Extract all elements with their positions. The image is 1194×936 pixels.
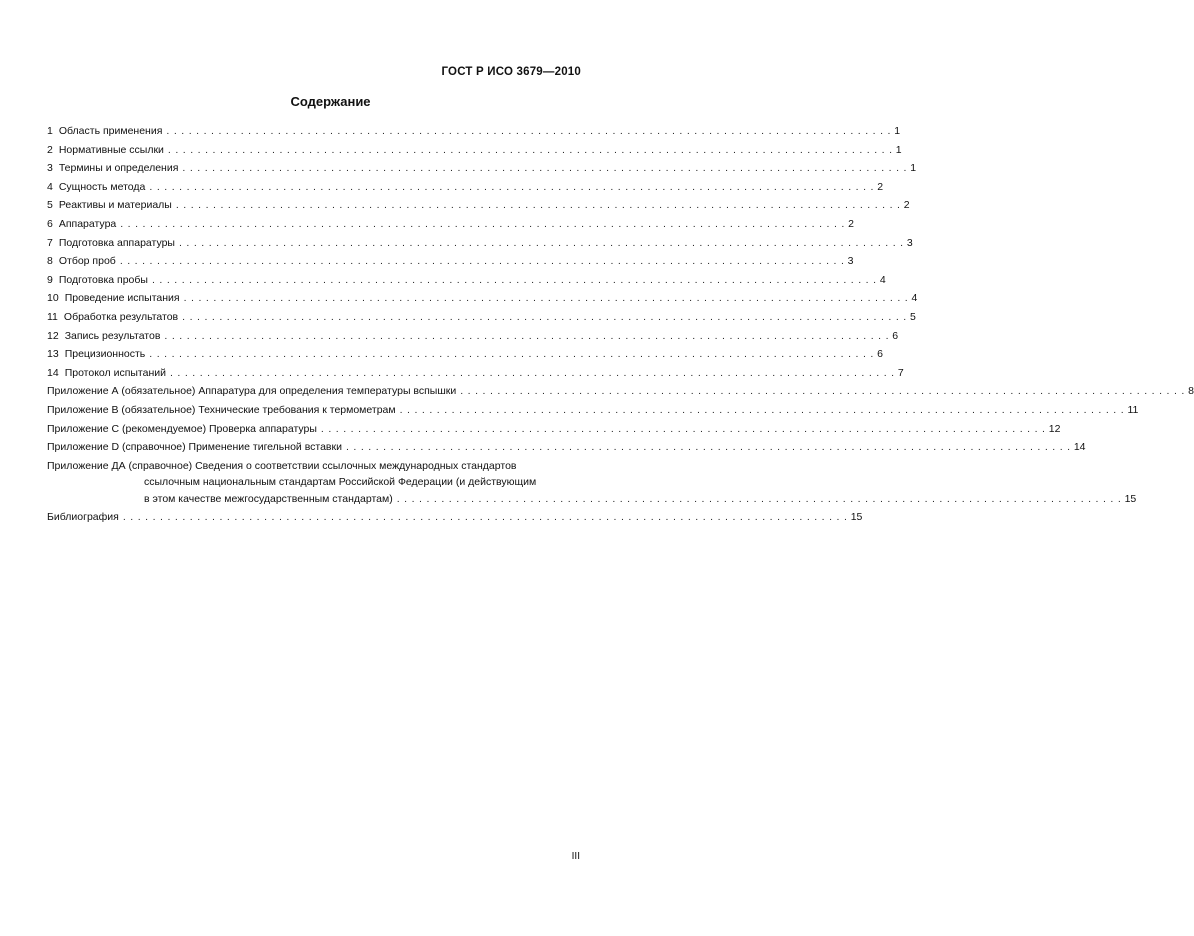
dot-leader — [182, 308, 907, 327]
dot-leader — [176, 196, 901, 215]
toc-item[interactable] — [47, 234, 913, 253]
toc-item[interactable] — [47, 141, 902, 160]
toc-item[interactable] — [47, 364, 904, 383]
toc-item-label: Проведение испытания — [64, 292, 180, 305]
toc-item-number: 3 — [47, 162, 53, 175]
dot-leader — [170, 364, 895, 383]
toc-item-label: Прецизионность — [64, 348, 146, 361]
toc-item-page: 2 — [903, 199, 910, 212]
toc-item[interactable] — [47, 345, 883, 364]
toc-item[interactable] — [47, 382, 1194, 401]
toc-item-page: 11 — [1127, 403, 1139, 416]
toc-item-label: Область применения — [58, 125, 163, 137]
toc-item-bibliography[interactable] — [47, 508, 863, 527]
toc-item[interactable] — [47, 196, 910, 215]
toc-item[interactable] — [47, 327, 899, 346]
toc-item-page: 4 — [911, 292, 918, 305]
toc-item-page: 2 — [877, 180, 884, 193]
toc-item-number: 8 — [47, 255, 53, 268]
toc-item-label: Приложение С (рекомендуемое) Проверка аппаратуры — [47, 422, 317, 435]
toc-item-label: Приложение ДА (справочное) Сведения о соответствии ссылочных международных стандартов — [47, 459, 517, 472]
toc-item-page: 3 — [906, 236, 913, 249]
toc-item-label: Подготовка пробы — [58, 273, 148, 286]
toc-item-label: в этом качестве межгосударственным стандартам) — [144, 492, 393, 505]
toc-item[interactable] — [47, 178, 884, 197]
dot-leader — [152, 271, 877, 290]
toc-item-number: 13 — [47, 348, 59, 361]
dot-leader — [179, 234, 904, 253]
toc-item-number: 11 — [47, 310, 58, 323]
toc-item-number: 10 — [47, 292, 59, 305]
toc-item-page: 2 — [848, 217, 854, 230]
dot-leader — [400, 401, 1125, 420]
dot-leader — [149, 345, 874, 364]
toc-item-number: 14 — [47, 366, 59, 379]
toc-item[interactable] — [47, 438, 1086, 457]
dot-leader — [120, 215, 845, 234]
dot-leader — [123, 508, 848, 527]
dot-leader — [397, 491, 1122, 508]
dot-leader — [149, 178, 874, 197]
toc-item-number: 1 — [47, 125, 53, 137]
dot-leader — [184, 289, 909, 308]
toc-item[interactable] — [47, 271, 886, 290]
toc-item-number: 9 — [47, 273, 53, 286]
toc-item-label: Отбор проб — [58, 255, 116, 268]
toc-item-number: 12 — [47, 329, 59, 342]
dot-leader — [460, 382, 1185, 401]
toc-item[interactable] — [47, 159, 917, 178]
toc-item[interactable] — [47, 289, 918, 308]
dot-leader — [164, 327, 889, 346]
dot-leader — [182, 159, 907, 178]
dot-leader — [321, 420, 1046, 439]
toc-item-number: 6 — [47, 217, 53, 230]
toc-item-page: 15 — [1124, 492, 1137, 505]
toc-item-page: 1 — [895, 143, 902, 156]
toc-item-page: 8 — [1188, 385, 1194, 398]
toc-item-number: 2 — [47, 143, 53, 156]
toc-item-label: Подготовка аппаратуры — [58, 236, 175, 249]
toc-item-label: Сущность метода — [58, 180, 146, 193]
toc-item-page: 12 — [1048, 422, 1061, 435]
toc-item-label: Запись результатов — [64, 329, 161, 342]
toc-item-page: 6 — [877, 348, 883, 361]
toc-item-page: 4 — [879, 273, 886, 286]
toc-item-number: 7 — [47, 236, 53, 249]
toc-item-label: Приложение А (обязательное) Аппаратура для определения температуры вспышки — [47, 385, 457, 398]
toc-item-label: Приложение В (обязательное) Технические требования к термометрам — [47, 403, 396, 416]
toc-item-page: 15 — [850, 510, 863, 523]
table-of-contents — [47, 122, 1194, 526]
toc-item-label: Реактивы и материалы — [58, 199, 172, 212]
toc-item-label: Термины и определения — [58, 162, 179, 175]
toc-item-page: 5 — [910, 310, 916, 323]
toc-item-annex-da[interactable] — [47, 457, 1137, 508]
dot-leader — [120, 252, 845, 271]
toc-item[interactable] — [47, 252, 854, 271]
toc-item-page: 1 — [894, 125, 901, 137]
toc-item-label: Обработка результатов — [63, 310, 179, 323]
toc-item-page: 7 — [897, 366, 904, 379]
toc-item-label: Нормативные ссылки — [58, 143, 164, 156]
toc-item-label: Протокол испытаний — [64, 366, 166, 379]
toc-item[interactable] — [47, 215, 854, 234]
toc-item[interactable] — [47, 401, 1139, 420]
toc-item-label: Аппаратура — [58, 217, 117, 230]
toc-item[interactable] — [47, 122, 901, 141]
toc-item-page: 3 — [847, 255, 854, 268]
toc-item-number: 4 — [47, 180, 53, 193]
dot-leader — [168, 141, 893, 160]
document-code: ГОСТ Р ИСО 3679—2010 — [441, 66, 581, 78]
toc-item-page: 6 — [892, 329, 899, 342]
toc-item[interactable] — [47, 308, 916, 327]
page-title: Содержание — [290, 94, 371, 109]
dot-leader — [166, 122, 891, 141]
toc-item-label: Библиография — [47, 510, 119, 523]
page-number: III — [571, 851, 580, 862]
toc-item-number: 5 — [47, 199, 53, 212]
toc-item-label: Приложение D (справочное) Применение тигельной вставки — [47, 441, 342, 454]
dot-leader — [346, 438, 1071, 457]
toc-item-label: ссылочным национальным стандартам Российской Федерации (и действующим — [144, 476, 537, 489]
toc-item[interactable] — [47, 420, 1061, 439]
toc-item-page: 14 — [1073, 441, 1086, 454]
toc-item-page: 1 — [910, 162, 917, 175]
